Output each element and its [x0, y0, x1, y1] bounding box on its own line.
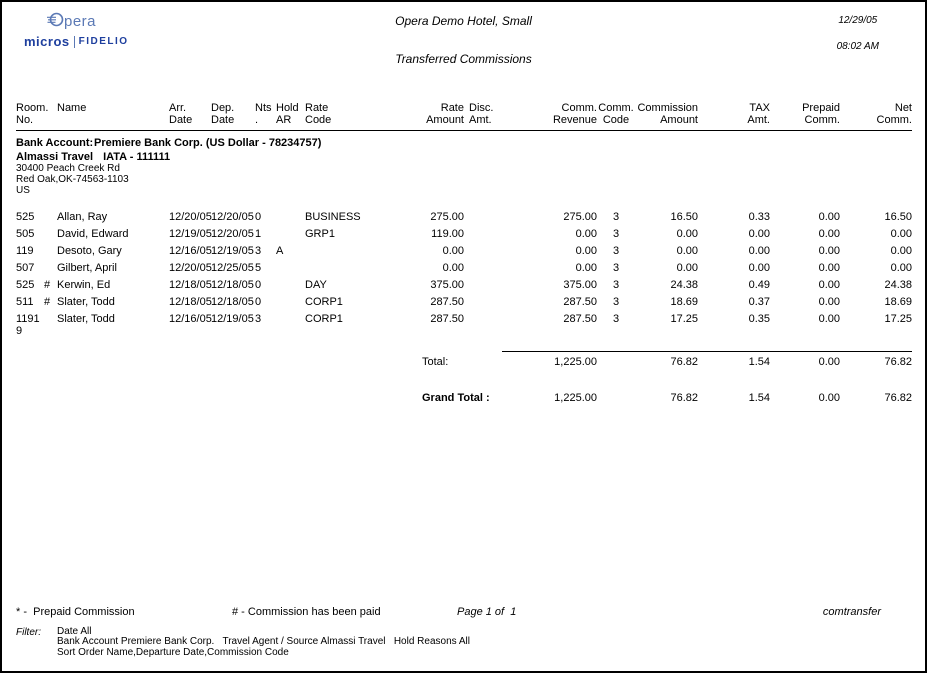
cell-name: Slater, Todd: [57, 313, 115, 325]
table-body: [16, 209, 912, 340]
cell-prepaid: 0.00: [818, 279, 840, 291]
col-header-nts: Nts .: [255, 102, 272, 126]
cell-net: 0.00: [890, 228, 912, 240]
bank-account-label: Bank Account:: [16, 137, 94, 149]
cell-comm-revenue: 287.50: [563, 296, 597, 308]
cell-rate-code: DAY: [305, 279, 327, 291]
cell-disc: [464, 211, 494, 223]
cell-net: 0.00: [890, 245, 912, 257]
agent-iata: IATA - 111111: [103, 151, 171, 163]
cell-commission: 17.25: [670, 313, 698, 325]
grand-total-net: 76.82: [884, 392, 912, 404]
cell-hold: [276, 313, 305, 337]
cell-dep: 12/20/05: [211, 211, 254, 223]
cell-room: 525: [16, 211, 35, 223]
col-header-hold-ar: Hold AR: [276, 102, 299, 126]
grand-total-commission: 76.82: [670, 392, 698, 404]
cell-comm-revenue: 275.00: [563, 211, 597, 223]
cell-name: Kerwin, Ed: [57, 279, 111, 291]
report-code: comtransfer: [822, 605, 881, 618]
cell-tax: 0.00: [748, 228, 770, 240]
cell-rate-amount: 287.50: [430, 313, 464, 325]
col-header-disc-amt: Disc. Amt.: [469, 102, 494, 126]
micros-text: micros: [24, 34, 70, 49]
cell-net: 0.00: [890, 262, 912, 274]
table-row: [16, 226, 912, 243]
report-titles: [2, 14, 925, 66]
cell-comm-code: 3: [612, 262, 620, 274]
grand-total-tax: 1.54: [748, 392, 770, 404]
cell-comm-revenue: 0.00: [575, 245, 597, 257]
cell-commission: 18.69: [670, 296, 698, 308]
total-comm-code: [597, 356, 635, 368]
cell-nts: 1: [255, 228, 262, 240]
filter-line-sort-order: Sort Order Name,Departure Date,Commission Code: [57, 646, 289, 658]
cell-marker: #: [44, 296, 51, 308]
cell-marker: [44, 245, 57, 257]
cell-name: Gilbert, April: [57, 262, 117, 274]
filter-block: [2, 627, 925, 659]
table-row: [16, 209, 912, 226]
cell-tax: 0.35: [748, 313, 770, 325]
col-header-commission-amount: Commission Amount: [637, 102, 698, 126]
cell-room: 511: [16, 296, 34, 308]
bank-account-value: Premiere Bank Corp. (US Dollar - 78234757): [94, 137, 322, 149]
opera-text: pera: [64, 13, 97, 30]
cell-disc: [464, 296, 494, 308]
cell-hold: [276, 228, 305, 240]
col-header-rate-amount: Rate Amount: [426, 102, 464, 126]
totals-section: [16, 351, 912, 404]
cell-comm-code: 3: [612, 279, 620, 291]
agent-address-line2: Red Oak,OK-74563-1103: [16, 174, 129, 185]
cell-comm-revenue: 287.50: [563, 313, 597, 325]
cell-arr: 12/16/05: [169, 313, 212, 325]
cell-nts: 3: [255, 313, 262, 325]
col-header-arr-date: Arr. Date: [169, 102, 193, 126]
cell-comm-code: 3: [612, 211, 620, 223]
cell-arr: 12/20/05: [169, 211, 212, 223]
report-header: [2, 2, 925, 98]
grand-total-comm-revenue: 1,225.00: [554, 392, 597, 404]
cell-marker: #: [44, 279, 51, 291]
table-row: [16, 277, 912, 294]
total-prepaid: 0.00: [818, 356, 840, 368]
cell-arr: 12/18/05: [169, 279, 212, 291]
cell-marker: [44, 262, 57, 274]
total-tax: 1.54: [748, 356, 770, 368]
col-header-comm-code: Comm. Code: [598, 102, 634, 126]
cell-rate-code: [305, 262, 380, 274]
cell-dep: 12/19/05: [211, 313, 254, 325]
cell-disc: [464, 313, 494, 337]
cell-dep: 12/18/05: [211, 279, 254, 291]
cell-hold: [276, 211, 305, 223]
total-label: Total:: [422, 356, 449, 368]
travel-agent-line: [16, 151, 912, 163]
cell-rate-code: [305, 245, 380, 257]
cell-dep: 12/18/05: [211, 296, 254, 308]
col-header-name: Name: [57, 102, 87, 114]
cell-rate-amount: 287.50: [430, 296, 464, 308]
cell-hold: [276, 296, 305, 308]
cell-hold: A: [276, 245, 284, 257]
cell-comm-revenue: 375.00: [563, 279, 597, 291]
cell-prepaid: 0.00: [818, 245, 840, 257]
total-commission: 76.82: [670, 356, 698, 368]
cell-room: 507: [16, 262, 35, 274]
filter-line-date: Date All: [57, 625, 92, 637]
cell-dep: 12/19/05: [211, 245, 254, 257]
total-net: 76.82: [884, 356, 912, 368]
grand-total-comm-code: [597, 392, 635, 404]
cell-rate-amount: 275.00: [430, 211, 464, 223]
page-title: Transferred Commissions: [395, 52, 532, 66]
grand-total-row: [16, 392, 912, 404]
cell-nts: 5: [255, 262, 262, 274]
cell-marker: [44, 211, 57, 223]
fidelio-text: FIDELIO: [78, 36, 129, 47]
cell-net: 17.25: [884, 313, 912, 325]
col-header-prepaid-comm: Prepaid Comm.: [802, 102, 840, 126]
col-header-net-comm: Net Comm.: [876, 102, 912, 126]
cell-tax: 0.00: [748, 262, 770, 274]
cell-prepaid: 0.00: [818, 211, 840, 223]
cell-prepaid: 0.00: [818, 296, 840, 308]
cell-comm-code: 3: [612, 228, 620, 240]
col-header-room-no: Room. No.: [16, 102, 49, 126]
bank-account-group-header: [16, 137, 912, 196]
commissions-table: [16, 102, 912, 404]
cell-dep: 12/20/05: [211, 228, 254, 240]
legend-commission-paid: # - Commission has been paid: [232, 605, 381, 618]
col-header-tax-amt: TAX Amt.: [747, 102, 770, 126]
cell-arr: 12/20/05: [169, 262, 212, 274]
cell-comm-code: 3: [612, 313, 620, 325]
cell-name: Desoto, Gary: [57, 245, 122, 257]
cell-comm-code: 3: [612, 296, 620, 308]
table-row: [16, 311, 912, 340]
legend-row: [2, 606, 925, 620]
cell-tax: 0.33: [748, 211, 770, 223]
report-datetime: [837, 15, 879, 52]
cell-tax: 0.49: [748, 279, 770, 291]
cell-marker: [44, 228, 57, 240]
cell-room: 525: [16, 279, 35, 291]
filter-label: Filter:: [16, 626, 41, 638]
report-date: 12/29/05: [838, 15, 878, 26]
cell-nts: 0: [255, 211, 262, 223]
cell-rate-amount: 0.00: [442, 262, 464, 274]
cell-nts: 3: [255, 245, 262, 257]
cell-comm-revenue: 0.00: [575, 228, 597, 240]
cell-prepaid: 0.00: [818, 313, 840, 325]
cell-commission: 16.50: [670, 211, 698, 223]
table-row: [16, 243, 912, 260]
cell-room: 11919: [16, 313, 40, 337]
grand-total-label: Grand Total :: [422, 392, 490, 404]
cell-disc: [464, 228, 494, 240]
cell-net: 16.50: [884, 211, 912, 223]
table-row: [16, 260, 912, 277]
page-number: Page 1 of 1: [457, 605, 517, 618]
cell-rate-amount: 0.00: [442, 245, 464, 257]
cell-arr: 12/16/05: [169, 245, 212, 257]
total-comm-revenue: 1,225.00: [554, 356, 597, 368]
cell-arr: 12/18/05: [169, 296, 212, 308]
cell-hold: [276, 262, 305, 274]
cell-rate-amount: 119.00: [431, 228, 464, 240]
cell-name: David, Edward: [57, 228, 129, 240]
cell-name: Allan, Ray: [57, 211, 108, 223]
cell-commission: 24.38: [670, 279, 698, 291]
cell-nts: 0: [255, 296, 262, 308]
filter-lines: [57, 627, 925, 659]
col-header-rate-code: Rate Code: [305, 102, 332, 126]
table-header-row: [16, 102, 912, 131]
report-footer: [2, 606, 925, 659]
cell-rate-code: BUSINESS: [305, 211, 361, 223]
agent-address-line3: US: [16, 185, 30, 196]
cell-net: 18.69: [884, 296, 912, 308]
hotel-title: Opera Demo Hotel, Small: [395, 14, 532, 28]
filter-line-bank-agent: Bank Account Premiere Bank Corp. Travel Agent / Source Almassi Travel Hold Reasons All: [57, 636, 470, 647]
cell-disc: [464, 245, 494, 257]
total-row: [16, 356, 912, 368]
agent-name: Almassi Travel: [16, 151, 94, 163]
cell-nts: 0: [255, 279, 262, 291]
cell-disc: [464, 262, 494, 274]
cell-commission: 0.00: [676, 245, 698, 257]
cell-disc: [464, 279, 494, 291]
cell-dep: 12/25/05: [211, 262, 254, 274]
report-time: 08:02 AM: [836, 41, 879, 52]
bank-account-line: [16, 137, 912, 149]
cell-hold: [276, 279, 305, 291]
grand-total-prepaid: 0.00: [818, 392, 840, 404]
cell-marker: [44, 313, 57, 337]
cell-commission: 0.00: [676, 228, 698, 240]
cell-rate-code: CORP1: [305, 296, 343, 308]
cell-room: 119: [16, 245, 34, 257]
cell-commission: 0.00: [676, 262, 698, 274]
cell-room: 505: [16, 228, 35, 240]
legend-prepaid-commission: * - Prepaid Commission: [16, 605, 135, 618]
cell-tax: 0.00: [748, 245, 770, 257]
cell-prepaid: 0.00: [818, 228, 840, 240]
cell-comm-code: 3: [612, 245, 620, 257]
cell-arr: 12/19/05: [169, 228, 212, 240]
cell-net: 24.38: [884, 279, 912, 291]
cell-rate-amount: 375.00: [430, 279, 464, 291]
cell-rate-code: CORP1: [305, 313, 343, 325]
agent-address-line1: 30400 Peach Creek Rd: [16, 163, 120, 174]
cell-name: Slater, Todd: [57, 296, 115, 308]
cell-tax: 0.37: [748, 296, 770, 308]
cell-comm-revenue: 0.00: [575, 262, 597, 274]
cell-rate-code: GRP1: [305, 228, 335, 240]
totals-divider: [502, 351, 912, 352]
cell-prepaid: 0.00: [818, 262, 840, 274]
col-header-comm-revenue: Comm. Revenue: [552, 102, 597, 126]
col-header-dep-date: Dep. Date: [211, 102, 235, 126]
table-row: [16, 294, 912, 311]
